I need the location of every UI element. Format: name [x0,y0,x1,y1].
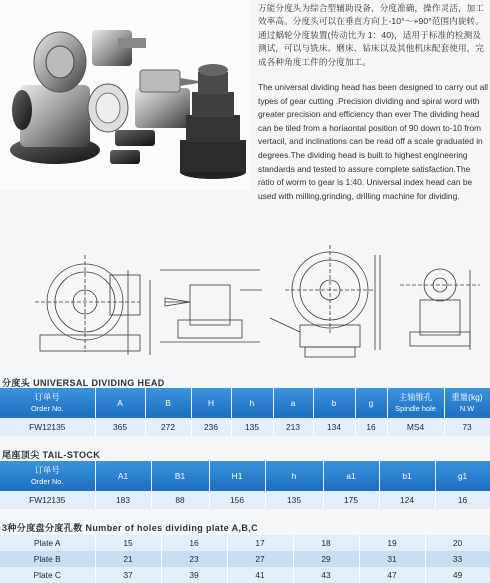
table-cell: Plate C [0,567,95,583]
table-cell: 272 [145,418,191,436]
table-cell: MS4 [387,418,444,436]
table-row [0,535,490,551]
table-row [0,567,490,583]
table-cell: Plate B [0,551,95,567]
header-cell: 订单号 Order No. [0,461,95,491]
table-header-row [0,461,490,491]
header-cell: H1 [209,461,265,491]
table-header-row [0,388,490,418]
table-cell: FW12135 [0,418,95,436]
table-cell: 16 [161,535,227,551]
table-cell: 49 [425,567,490,583]
table-cell: 73 [444,418,490,436]
header-cell: A1 [95,461,151,491]
header-cell: a1 [323,461,379,491]
header-cell: 主轴锥孔 Spindle hole [387,388,444,418]
header-cell: h [231,388,273,418]
header-cell: b1 [379,461,435,491]
plates-title: 3种分度盘分度孔数 Number of holes dividing plate A,B,C [2,523,259,533]
dividing-head-table [0,388,490,436]
table-cell: 21 [95,551,161,567]
tailstock-drawing [160,270,262,342]
table-cell: 43 [293,567,359,583]
table-cell: Plate A [0,535,95,551]
table-cell: 88 [151,491,209,509]
table-cell: 124 [379,491,435,509]
table-cell: 134 [313,418,355,436]
tailstock-end-drawing [400,269,480,350]
tailstock-table [0,461,490,509]
table-cell: 156 [209,491,265,509]
table-cell: 31 [359,551,425,567]
table-cell: 183 [95,491,151,509]
header-cell: H [191,388,231,418]
table-cell: 17 [227,535,293,551]
table-cell: 47 [359,567,425,583]
table-cell: 365 [95,418,145,436]
table-row [0,418,490,436]
header-cell: a [273,388,313,418]
table-cell: 27 [227,551,293,567]
table-cell: 37 [95,567,161,583]
header-cell: g [355,388,387,418]
description-english: The universal dividing head has been designed to carry out all types of gear cutting .Precision dividing and spiral word with greater precision and efficiency than ever The dividing head can be tiled from a horiaontal position of 90 down to-10 from vertacil, and inclinations can be read off a scale graduated in degrees.The dividing head is built to highest engineering standards and tested to assure complete satisfaction.The ratio of worm to gear is 1:40. Universal index head can be used with milling,grinding, drilling machine for dividing. [258,82,488,201]
table-cell: 16 [355,418,387,436]
tailstock-title: 尾座顶尖 TAIL-STOCK [2,450,101,460]
table-cell: 15 [95,535,161,551]
table-cell: 135 [265,491,323,509]
header-cell: b [313,388,355,418]
header-cell: 重量(kg) N.W [444,388,490,418]
description-chinese: 万能分度头为综合型辅助设备，分度准确，操作灵活，加工效率高。分度头可以在垂直方向上-10°～+90°范围内旋转。通过蜗轮分度装置(传动比为 1：40)，适用于标准的检测及测试，可以与铣床、磨床、钻床以及其他机床配套使用，完成各种角度工件的分度加工。 [258,3,485,67]
product-photo [0,0,250,190]
header-cell: 订单号 Order No. [0,388,95,418]
table-cell: 41 [227,567,293,583]
table-cell: 33 [425,551,490,567]
header-cell: B [145,388,191,418]
table-row [0,491,490,509]
dividing-head-title: 分度头 UNIVERSAL DIVIDING HEAD [2,378,165,388]
header-cell: B1 [151,461,209,491]
technical-drawings [0,240,490,365]
front-view-drawing [35,255,150,355]
table-cell: 236 [191,418,231,436]
table-cell: 23 [161,551,227,567]
table-cell: 29 [293,551,359,567]
plates-table [0,535,490,583]
table-cell: 19 [359,535,425,551]
product-description [258,2,488,203]
table-cell: 213 [273,418,313,436]
table-cell: FW12135 [0,491,95,509]
header-cell: h [265,461,323,491]
table-cell: 135 [231,418,273,436]
dividing-head-drawing [270,245,380,357]
table-row [0,551,490,567]
table-cell: 175 [323,491,379,509]
table-cell: 39 [161,567,227,583]
table-cell: 16 [435,491,490,509]
header-cell: g1 [435,461,490,491]
table-cell: 20 [425,535,490,551]
header-cell: A [95,388,145,418]
table-cell: 18 [293,535,359,551]
